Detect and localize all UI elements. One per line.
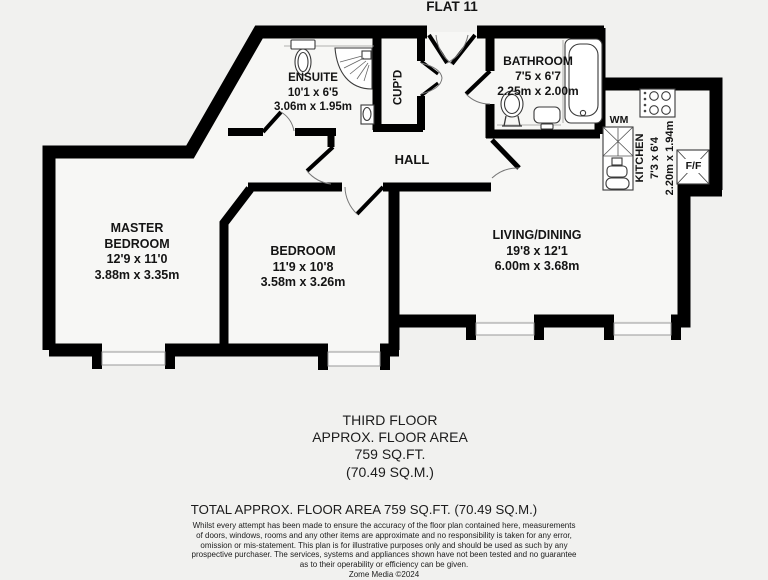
floor-area-label: APPROX. FLOOR AREA bbox=[312, 429, 468, 446]
bedroom-metric: 3.58m x 3.26m bbox=[260, 275, 346, 289]
master-name-line1: MASTER bbox=[110, 221, 164, 235]
master-name-line2: BEDROOM bbox=[104, 236, 170, 251]
fridge-freezer-label: F/F bbox=[685, 160, 702, 172]
bathroom-metric: 2.25m x 2.00m bbox=[497, 84, 579, 98]
bathroom-name: BATHROOM bbox=[503, 54, 573, 68]
disclaimer-line: of doors, windows, rooms and any other items are approximate and no responsibility is taken for any error, bbox=[196, 530, 572, 540]
disclaimer bbox=[128, 521, 640, 580]
disclaimer-line: omission or mis-statement. This plan is for illustrative purposes only and should be used as such by any bbox=[200, 540, 568, 550]
bedroom-window bbox=[328, 352, 380, 366]
room-label-hall: HALL bbox=[394, 152, 430, 167]
ensuite-name: ENSUITE bbox=[288, 72, 338, 84]
room-label-master-bedroom bbox=[57, 221, 217, 283]
disclaimer-line: as to their operability or efficiency can be given. bbox=[299, 560, 469, 570]
living-name: LIVING/DINING bbox=[492, 228, 582, 242]
washing-machine-label: WM bbox=[609, 114, 629, 126]
total-area-line: TOTAL APPROX. FLOOR AREA 759 SQ.FT. (70.49 SQ.M.) bbox=[190, 502, 538, 517]
floor-area-sqm: (70.49 SQ.M.) bbox=[346, 463, 434, 480]
living-window-left bbox=[476, 323, 534, 335]
disclaimer-line: Whilst every attempt has been made to ensure the accuracy of the floor plan contained here, measurements bbox=[192, 521, 576, 530]
master-imperial: 12'9 x 11'0 bbox=[106, 252, 168, 266]
ensuite-metric: 3.06m x 1.95m bbox=[273, 101, 352, 113]
bedroom-name: BEDROOM bbox=[270, 244, 336, 258]
floor-name: THIRD FLOOR bbox=[342, 412, 438, 428]
disclaimer-line: prospective purchaser. The services, systems and appliances shown have not been tested and no guarantee bbox=[191, 550, 577, 560]
bathroom-imperial: 7'5 x 6'7 bbox=[515, 69, 561, 83]
kitchen-imperial: 7'3 x 6'4 bbox=[649, 137, 661, 179]
room-label-kitchen bbox=[633, 83, 679, 233]
master-metric: 3.88m x 3.35m bbox=[94, 267, 180, 282]
floor-area-summary bbox=[240, 412, 540, 481]
bedroom-imperial: 11'9 x 10'8 bbox=[272, 259, 334, 274]
master-bedroom-window bbox=[102, 352, 165, 365]
flat-title: FLAT 11 bbox=[426, 0, 478, 14]
living-imperial: 19'8 x 12'1 bbox=[506, 243, 568, 258]
room-label-bedroom bbox=[228, 244, 378, 291]
room-label-cupboard: CUP'D bbox=[392, 69, 405, 106]
living-window-right bbox=[614, 323, 671, 335]
room-label-living-dining bbox=[457, 228, 617, 275]
credit-line: Zome Media ©2024 bbox=[348, 569, 420, 579]
room-label-bathroom bbox=[468, 54, 608, 99]
ensuite-imperial: 10'1 x 6'5 bbox=[287, 86, 339, 99]
kitchen-metric: 2.20m x 1.94m bbox=[664, 120, 676, 196]
kitchen-counter bbox=[603, 127, 633, 190]
living-metric: 6.00m x 3.68m bbox=[494, 259, 580, 273]
kitchen-name: KITCHEN bbox=[634, 133, 646, 183]
room-label-ensuite bbox=[243, 71, 383, 115]
floor-area-sqft: 759 SQ.FT. bbox=[354, 446, 426, 463]
